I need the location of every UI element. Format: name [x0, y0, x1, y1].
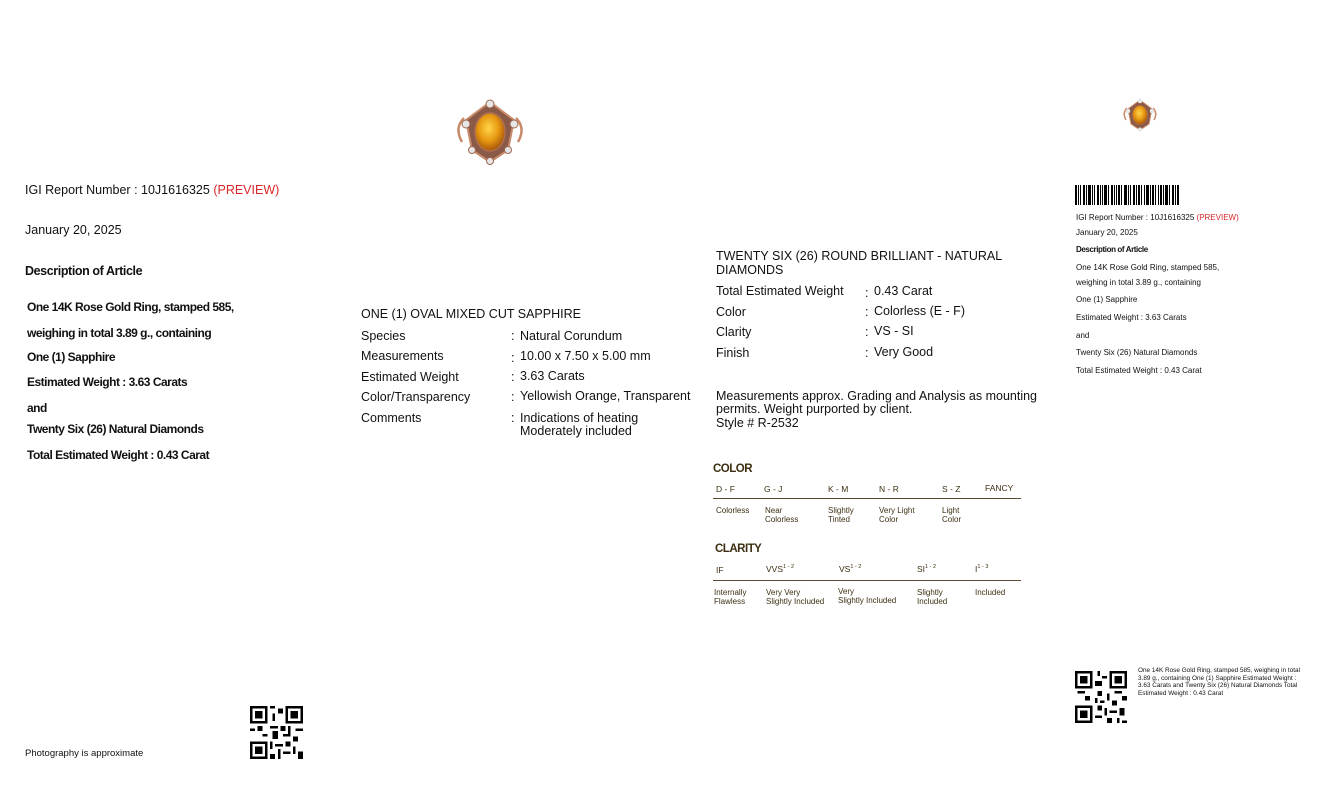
color-grade: FANCY [985, 483, 1014, 493]
clarity-grade [716, 565, 724, 575]
ring-photo [452, 98, 528, 166]
color-scale-title: COLOR [713, 463, 753, 475]
description-line: Total Estimated Weight : 0.43 Carat [27, 448, 210, 462]
description-heading: Description of Article [25, 264, 143, 278]
sapphire-row-comments [361, 411, 701, 441]
clarity-scale-title: CLARITY [715, 543, 762, 555]
spec-value: 3.63 Carats [520, 369, 585, 383]
summary-preview-label: (PREVIEW) [1196, 213, 1239, 222]
spec-colon: : [865, 325, 869, 339]
summary-line: One 14K Rose Gold Ring, stamped 585, [1076, 263, 1220, 272]
color-grade: K - M [828, 484, 849, 494]
sapphire-row-color [361, 390, 701, 406]
summary-line: Estimated Weight : 3.63 Carats [1076, 313, 1187, 322]
spec-colon: : [865, 346, 869, 360]
clarity-desc-line: Very [838, 587, 855, 596]
spec-label: Color [716, 305, 746, 319]
color-desc [716, 506, 749, 515]
clarity-scale-divider [713, 580, 1021, 581]
spec-colon: : [511, 370, 515, 384]
color-desc-line: Very Light [879, 506, 915, 515]
description-line: One (1) Sapphire [27, 350, 116, 364]
clarity-desc [714, 588, 746, 606]
color-scale-divider [713, 498, 1021, 499]
photo-disclaimer: Photography is approximate [25, 748, 144, 759]
summary-line: Total Estimated Weight : 0.43 Carat [1076, 366, 1202, 375]
spec-value: Natural Corundum [520, 329, 623, 343]
clarity-grade [766, 564, 794, 574]
spec-colon: : [865, 286, 869, 300]
clarity-desc-line: Included [917, 597, 948, 606]
clarity-desc-line: Slightly [917, 588, 943, 597]
color-desc-line: Near [765, 506, 783, 515]
spec-label: Estimated Weight [361, 370, 459, 384]
color-desc-line: Color [879, 515, 899, 524]
spec-value: 10.00 x 7.50 x 5.00 mm [520, 349, 651, 363]
clarity-grade-name: SI [917, 564, 926, 574]
summary-line: and [1076, 331, 1090, 340]
spec-label: Measurements [361, 349, 444, 363]
clarity-desc-line: Slightly Included [766, 597, 825, 606]
color-desc-line: Slightly [828, 506, 854, 515]
color-desc [828, 506, 854, 524]
clarity-desc-line: Slightly Included [838, 596, 897, 605]
spec-value: Very Good [874, 345, 934, 359]
clarity-desc [975, 588, 1005, 597]
style-number: Style # R-2532 [716, 415, 799, 430]
sapphire-row-weight [361, 370, 701, 386]
diamond-row-clarity [716, 325, 1026, 341]
color-desc [765, 506, 798, 524]
color-grade: S - Z [942, 484, 961, 494]
summary-heading: Description of Article [1076, 245, 1148, 254]
description-line: Estimated Weight : 3.63 Carats [27, 375, 188, 389]
notes-line: permits. Weight purported by client. [716, 402, 913, 417]
clarity-desc-line: Internally [714, 588, 747, 597]
color-grade: G - J [764, 484, 783, 494]
clarity-desc [917, 588, 947, 606]
report-number-label: IGI Report Number : 10J1616325 [25, 183, 210, 197]
description-line: and [27, 401, 47, 415]
clarity-grade-range: 1 - 2 [925, 564, 937, 571]
color-desc-line: Colorless [716, 506, 750, 515]
clarity-grade-name: VS [839, 564, 851, 574]
spec-value: Colorless (E - F) [874, 304, 965, 318]
sapphire-row-measurements [361, 349, 701, 365]
summary-report-number [1076, 213, 1239, 222]
spec-label: Comments [361, 411, 422, 425]
spec-colon: : [511, 411, 515, 425]
color-desc [942, 506, 961, 524]
description-line: Twenty Six (26) Natural Diamonds [27, 422, 204, 436]
diamond-row-finish [716, 346, 1026, 362]
summary-line: weighing in total 3.89 g., containing [1076, 278, 1201, 287]
diamonds-heading [716, 249, 1002, 277]
color-grade: N - R [879, 484, 899, 494]
clarity-desc [838, 587, 896, 605]
ring-thumbnail [1121, 98, 1159, 132]
spec-label: Total Estimated Weight [716, 284, 844, 298]
spec-value: VS - SI [874, 324, 914, 338]
grading-notes [716, 390, 1037, 430]
clarity-desc [766, 588, 824, 606]
report-number [25, 183, 279, 197]
diamond-row-weight [716, 284, 1026, 300]
clarity-grade-name: IF [716, 565, 724, 575]
color-desc-line: Light [942, 506, 960, 515]
clarity-desc-line: Very Very [766, 588, 801, 597]
color-grade: D - F [716, 484, 735, 494]
clarity-grade-name: I [975, 564, 978, 574]
spec-colon: : [511, 351, 515, 365]
clarity-grade [975, 564, 988, 574]
barcode [1075, 185, 1179, 205]
spec-value: Indications of heating [520, 411, 639, 425]
clarity-grade-range: 1 - 2 [783, 564, 795, 571]
description-line: One 14K Rose Gold Ring, stamped 585, [27, 300, 234, 314]
clarity-grade-range: 1 - 3 [977, 564, 989, 571]
color-desc-line: Colorless [765, 515, 799, 524]
spec-label: Color/Transparency [361, 390, 471, 404]
summary-report-label: IGI Report Number : 10J1616325 [1076, 213, 1195, 222]
notes-line: Measurements approx. Grading and Analysis as mounting [716, 389, 1038, 403]
clarity-grade-name: VVS [766, 564, 784, 574]
spec-label: Species [361, 329, 406, 343]
clarity-grade [839, 564, 861, 574]
clarity-desc-line: Included [975, 588, 1006, 597]
qr-code[interactable] [250, 706, 303, 759]
spec-colon: : [511, 329, 515, 343]
preview-label: (PREVIEW) [213, 183, 280, 197]
diamonds-heading-line: DIAMONDS [716, 263, 784, 277]
summary-qr-code[interactable] [1075, 671, 1127, 723]
clarity-desc-line: Flawless [714, 597, 746, 606]
spec-label: Clarity [716, 325, 752, 339]
clarity-grade-range: 1 - 2 [850, 564, 862, 571]
spec-value: 0.43 Carat [874, 284, 933, 298]
color-desc-line: Tinted [828, 515, 850, 524]
diamond-row-color [716, 305, 1026, 321]
sapphire-row-species [361, 329, 701, 345]
clarity-grade [917, 564, 936, 574]
summary-line: One (1) Sapphire [1076, 295, 1138, 304]
summary-line: Twenty Six (26) Natural Diamonds [1076, 348, 1198, 357]
spec-value: Moderately included [520, 424, 632, 438]
color-desc-line: Color [942, 515, 962, 524]
report-date: January 20, 2025 [25, 223, 122, 237]
diamonds-heading-line: TWENTY SIX (26) ROUND BRILLIANT - NATURAL [716, 249, 1003, 263]
spec-value: Yellowish Orange, Transparent [520, 389, 691, 403]
spec-colon: : [865, 305, 869, 319]
summary-date: January 20, 2025 [1076, 228, 1138, 237]
spec-colon: : [511, 390, 515, 404]
color-desc [879, 506, 915, 524]
summary-fine-print: One 14K Rose Gold Ring, stamped 585, weighing in total 3.89 g., containing One (1) Sapphire Estimated Weight : 3.63 Carats and Twenty Six (26) Natural Diamonds Total Estimated Weight : 0.43 Carat [1138, 667, 1300, 697]
spec-label: Finish [716, 346, 750, 360]
description-line: weighing in total 3.89 g., containing [27, 326, 212, 340]
sapphire-heading: ONE (1) OVAL MIXED CUT SAPPHIRE [361, 307, 581, 321]
